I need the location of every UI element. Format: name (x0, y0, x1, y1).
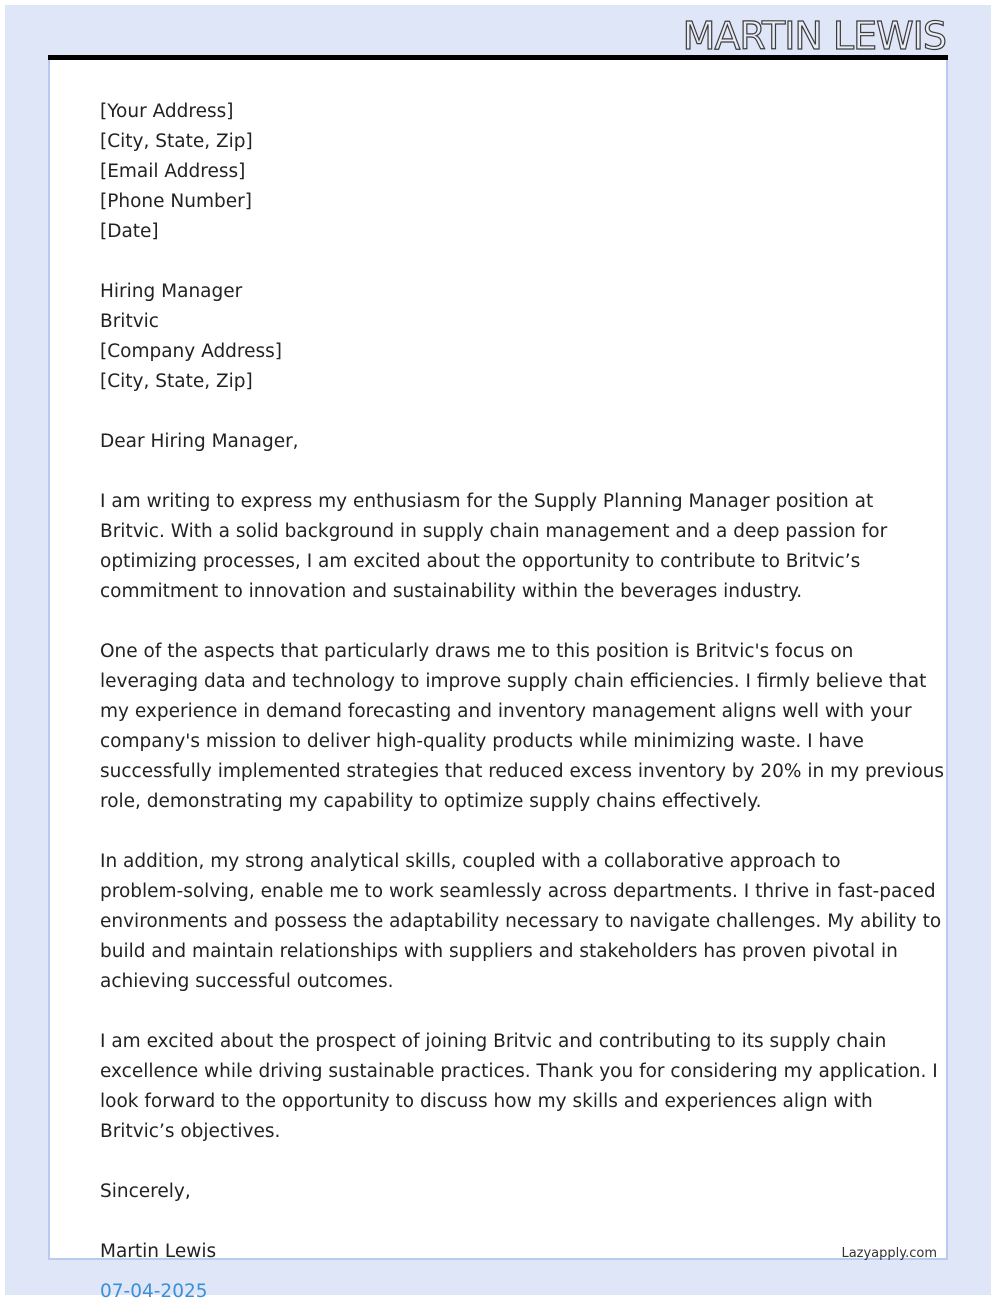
paragraph-line: company's mission to deliver high-quality products while minimizing waste. I have (100, 731, 864, 752)
sender-address: [Your Address] (100, 101, 234, 122)
closing: Sincerely, (100, 1181, 191, 1202)
paragraph-line: In addition, my strong analytical skills, coupled with a collaborative approach to (100, 851, 841, 872)
recipient-block (100, 277, 910, 397)
recipient-city-state-zip: [City, State, Zip] (100, 371, 253, 392)
signed-date: 07-04-2025 (100, 1281, 208, 1302)
paragraph-line: achieving successful outcomes. (100, 971, 394, 992)
recipient-title: Hiring Manager (100, 281, 243, 302)
paragraph-line: excellence while driving sustainable practices. Thank you for considering my application. I (100, 1061, 938, 1082)
recipient-company-address: [Company Address] (100, 341, 283, 362)
sender-block (100, 97, 910, 247)
paragraph-line: my experience in demand forecasting and inventory management aligns well with your (100, 701, 912, 722)
paragraph-line: I am writing to express my enthusiasm for the Supply Planning Manager position at (100, 491, 874, 512)
paragraph-line: leveraging data and technology to improve supply chain efficiencies. I firmly believe that (100, 671, 927, 692)
paragraph-line: I am excited about the prospect of joining Britvic and contributing to its supply chain (100, 1031, 887, 1052)
paragraph-line: look forward to the opportunity to discuss how my skills and experiences align with (100, 1091, 873, 1112)
paragraph-line: Britvic’s objectives. (100, 1121, 281, 1142)
body-paragraph-4 (100, 1027, 938, 1147)
paragraph-line: commitment to innovation and sustainability within the beverages industry. (100, 581, 803, 602)
paragraph-line: One of the aspects that particularly draws me to this position is Britvic's focus on (100, 641, 854, 662)
paragraph-line: problem-solving, enable me to work seamlessly across departments. I thrive in fast-paced (100, 881, 936, 902)
salutation: Dear Hiring Manager, (100, 431, 299, 452)
sender-city-state-zip: [City, State, Zip] (100, 131, 253, 152)
body-paragraph-1 (100, 487, 910, 607)
paragraph-line: Britvic. With a solid background in supply chain management and a deep passion for (100, 521, 888, 542)
applicant-name-header: MARTIN LEWIS (682, 14, 946, 58)
paragraph-line: role, demonstrating my capability to optimize supply chains effectively. (100, 791, 762, 812)
paragraph-line: successfully implemented strategies that reduced excess inventory by 20% in my previous (100, 761, 945, 782)
body-paragraph-3 (100, 847, 942, 997)
paragraph-line: build and maintain relationships with suppliers and stakeholders has proven pivotal in (100, 941, 898, 962)
body-paragraph-2 (100, 637, 945, 817)
watermark-link[interactable]: Lazyapply.com (841, 1246, 937, 1261)
cover-letter (100, 97, 945, 1307)
sender-date: [Date] (100, 221, 159, 242)
paragraph-line: optimizing processes, I am excited about the opportunity to contribute to Britvic’s (100, 551, 861, 572)
signature-name: Martin Lewis (100, 1241, 217, 1262)
sender-phone: [Phone Number] (100, 191, 252, 212)
sender-email: [Email Address] (100, 161, 246, 182)
recipient-company: Britvic (100, 311, 159, 332)
paragraph-line: environments and possess the adaptability necessary to navigate challenges. My ability to (100, 911, 942, 932)
